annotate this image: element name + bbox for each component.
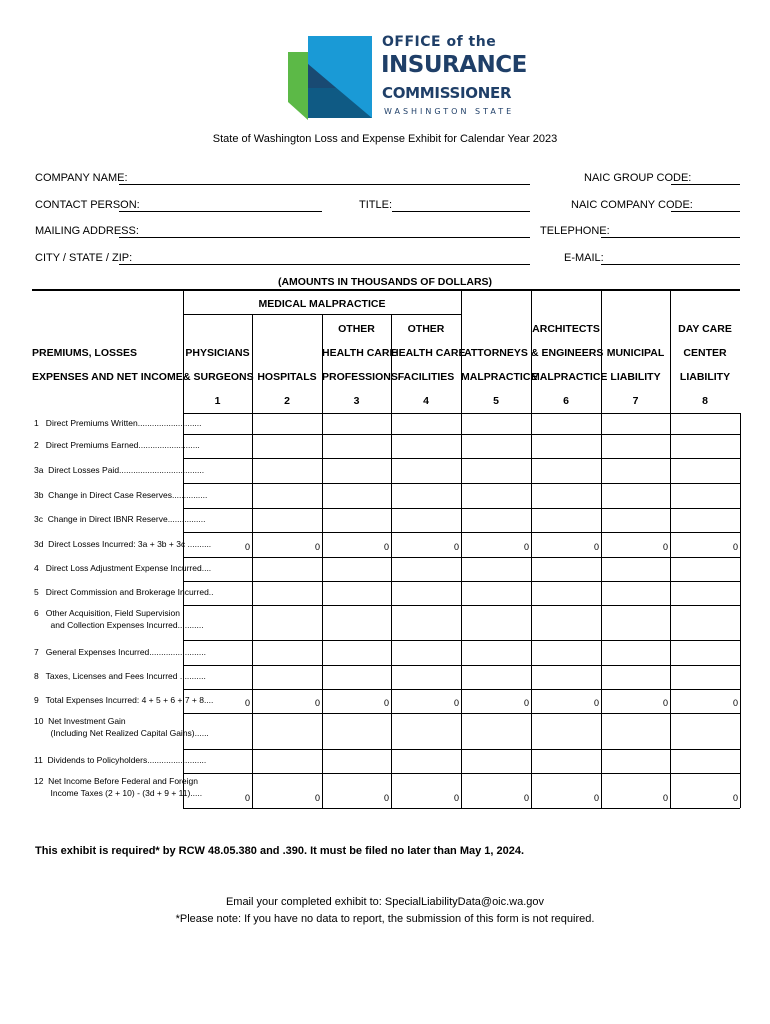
- zero-value-cell[interactable]: 0: [314, 698, 320, 708]
- column-divider: [252, 314, 253, 808]
- column-header-text: & SURGEONS: [183, 371, 254, 383]
- row-divider: [183, 808, 740, 809]
- column-header-text: ATTORNEYS: [464, 347, 528, 359]
- zero-value-cell[interactable]: 0: [662, 542, 668, 552]
- mailing-address-label: MAILING ADDRESS:: [35, 225, 139, 237]
- oic-logo-mark: [288, 34, 376, 120]
- row-label: 3a Direct Losses Paid....................................: [34, 464, 205, 475]
- column-header-text: HOSPITALS: [257, 371, 317, 383]
- zero-value-cell[interactable]: 0: [523, 793, 529, 803]
- loss-expense-table: [32, 289, 740, 808]
- naic-company-code-label: NAIC COMPANY CODE:: [571, 199, 693, 211]
- mailing-address-field[interactable]: [119, 237, 530, 238]
- row-label: 4 Direct Loss Adjustment Expense Incurred....: [34, 563, 212, 573]
- row-label: 12 Net Income Before Federal and Foreign: [34, 776, 198, 786]
- column-number: 6: [563, 395, 569, 407]
- row-label: 8 Taxes, Licenses and Fees Incurred ...........: [34, 671, 206, 681]
- telephone-label: TELEPHONE:: [540, 225, 610, 237]
- logo-line-commissioner: COMMISSIONER: [382, 84, 512, 102]
- column-header-text: HEALTH CARE: [322, 347, 397, 359]
- zero-value-cell[interactable]: 0: [244, 793, 250, 803]
- row-divider: [183, 773, 740, 774]
- row-divider: [183, 483, 740, 484]
- row-divider: [183, 605, 740, 606]
- zero-value-cell[interactable]: 0: [662, 793, 668, 803]
- column-header-text: MALPRACTICE: [461, 371, 538, 383]
- row-divider: [183, 413, 740, 414]
- contact-person-label: CONTACT PERSON:: [35, 199, 140, 211]
- zero-value-cell[interactable]: 0: [523, 698, 529, 708]
- naic-group-code-label: NAIC GROUP CODE:: [584, 172, 692, 184]
- contact-person-field[interactable]: [119, 211, 322, 212]
- column-header-text: MUNICIPAL: [606, 347, 665, 359]
- row-divider: [183, 434, 740, 435]
- zero-value-cell[interactable]: 0: [732, 698, 738, 708]
- column-number: 2: [284, 395, 290, 407]
- title-label: TITLE:: [359, 199, 393, 211]
- column-header-text: CENTER: [683, 347, 727, 359]
- row-divider: [183, 508, 740, 509]
- left-header-line-1: PREMIUMS, LOSSES: [32, 347, 138, 359]
- zero-value-cell[interactable]: 0: [453, 793, 459, 803]
- column-number: 3: [353, 395, 360, 407]
- zero-value-cell[interactable]: 0: [732, 793, 738, 803]
- row-label: 3b Change in Direct Case Reserves...............: [34, 489, 208, 500]
- naic-group-code-field[interactable]: [671, 184, 740, 185]
- row-divider: [183, 458, 740, 459]
- email-field[interactable]: [601, 264, 740, 265]
- row-label: (Including Net Realized Capital Gains)......: [34, 728, 209, 738]
- zero-value-cell[interactable]: 0: [732, 542, 738, 552]
- email-label: E-MAIL:: [564, 252, 604, 264]
- row-divider: [183, 689, 740, 690]
- row-divider: [183, 749, 740, 750]
- column-divider: [322, 314, 323, 808]
- row-label: Income Taxes (2 + 10) - (3d + 9 + 11).....: [34, 788, 203, 798]
- row-divider: [183, 532, 740, 533]
- title-field[interactable]: [392, 211, 530, 212]
- row-label: 6 Other Acquisition, Field Supervision: [34, 608, 180, 618]
- amounts-heading: (AMOUNTS IN THOUSANDS OF DOLLARS): [277, 276, 493, 288]
- row-label: 5 Direct Commission and Brokerage Incurred..: [34, 587, 214, 597]
- column-header-text: & ENGINEERS: [531, 347, 604, 359]
- row-label: 3d Direct Losses Incurred: 3a + 3b + 3c ..........: [34, 538, 212, 549]
- logo-line-insurance: INSURANCE: [381, 52, 527, 78]
- logo-line-state: WASHINGTON STATE: [384, 107, 515, 116]
- zero-value-cell[interactable]: 0: [593, 793, 599, 803]
- row-divider: [183, 713, 740, 714]
- row-label: 2 Direct Premiums Earned..........................: [34, 440, 200, 450]
- row-label: 10 Net Investment Gain: [34, 716, 126, 726]
- zero-value-cell[interactable]: 0: [383, 793, 389, 803]
- zero-value-cell[interactable]: 0: [244, 542, 250, 552]
- column-header-text: PHYSICIANS: [185, 347, 250, 359]
- zero-value-cell[interactable]: 0: [593, 542, 599, 552]
- table-top-border: [32, 289, 740, 291]
- telephone-field[interactable]: [601, 237, 740, 238]
- company-name-field[interactable]: [119, 184, 530, 185]
- zero-value-cell[interactable]: 0: [453, 542, 459, 552]
- zero-value-cell[interactable]: 0: [314, 542, 320, 552]
- zero-value-cell[interactable]: 0: [523, 542, 529, 552]
- row-divider: [183, 640, 740, 641]
- naic-company-code-field[interactable]: [671, 211, 740, 212]
- column-header-text: PROFESSIONS: [322, 371, 398, 383]
- table-right-edge: [740, 413, 741, 808]
- column-header-text: FACILITIES: [397, 371, 455, 383]
- left-header-line-2: EXPENSES AND NET INCOME: [32, 371, 183, 383]
- column-header-text: ARCHITECTS: [532, 323, 600, 335]
- zero-value-cell[interactable]: 0: [383, 542, 389, 552]
- row-label: 7 General Expenses Incurred........................: [34, 646, 206, 657]
- zero-value-cell[interactable]: 0: [383, 698, 389, 708]
- column-header-text: LIABILITY: [610, 371, 661, 383]
- oic-logo: [288, 34, 527, 124]
- zero-value-cell[interactable]: 0: [314, 793, 320, 803]
- row-label: and Collection Expenses Incurred...........: [34, 620, 204, 630]
- zero-value-cell[interactable]: 0: [662, 698, 668, 708]
- row-divider: [183, 557, 740, 558]
- column-header-text: MALPRACTICE: [531, 371, 608, 383]
- city-state-zip-label: CITY / STATE / ZIP:: [35, 252, 133, 264]
- city-state-zip-field[interactable]: [119, 264, 530, 265]
- row-label: 3c Change in Direct IBNR Reserve................: [34, 514, 206, 524]
- medical-malpractice-heading: MEDICAL MALPRACTICE: [258, 298, 386, 310]
- zero-value-cell[interactable]: 0: [244, 698, 250, 708]
- column-number: 5: [493, 395, 499, 407]
- column-header-text: OTHER: [407, 323, 445, 335]
- rcw-requirement-note: This exhibit is required* by RCW 48.05.380 and .390. It must be filed no later than May 1, 2024.: [35, 845, 525, 857]
- column-number: 4: [423, 395, 429, 407]
- column-header-text: DAY CARE: [678, 323, 732, 335]
- email-instructions: Email your completed exhibit to: SpecialLiabilityData@oic.wa.gov: [225, 896, 545, 908]
- exhibit-subtitle: State of Washington Loss and Expense Exhibit for Calendar Year 2023: [212, 133, 558, 145]
- row-label: 9 Total Expenses Incurred: 4 + 5 + 6 + 7 + 8....: [34, 695, 214, 705]
- zero-value-cell[interactable]: 0: [593, 698, 599, 708]
- column-number: 7: [632, 395, 639, 407]
- column-divider: [391, 314, 392, 808]
- row-label: 1 Direct Premiums Written...........................: [34, 417, 202, 428]
- logo-line-office: OFFICE of the: [382, 34, 497, 50]
- row-divider: [183, 581, 740, 582]
- column-header-text: OTHER: [338, 323, 375, 335]
- row-divider: [183, 665, 740, 666]
- row-label: 11 Dividends to Policyholders.........................: [34, 755, 207, 765]
- no-data-note: *Please note: If you have no data to report, the submission of this form is not required.: [175, 913, 595, 925]
- company-name-label: COMPANY NAME:: [35, 172, 128, 184]
- column-number: 8: [702, 395, 708, 407]
- column-number: 1: [214, 395, 221, 407]
- column-header-text: LIABILITY: [679, 371, 731, 383]
- zero-value-cell[interactable]: 0: [453, 698, 459, 708]
- column-header-text: HEALTH CARE: [391, 347, 466, 359]
